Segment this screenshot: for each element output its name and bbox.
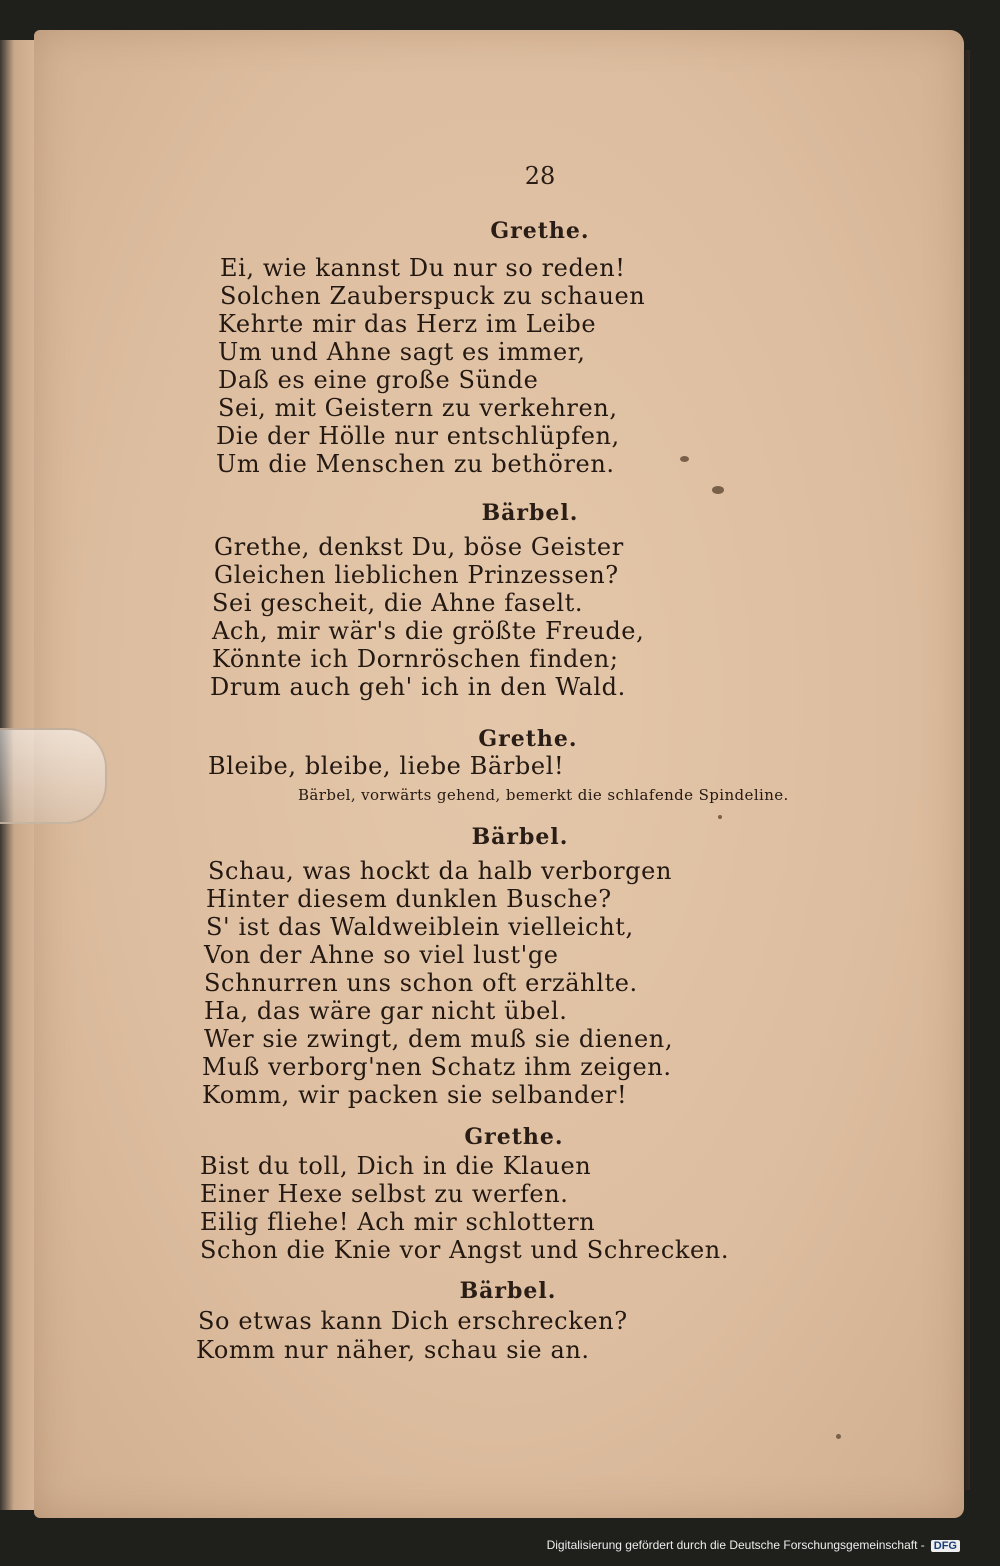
verse-line: Schau, was hockt da halb verborgen bbox=[208, 857, 673, 885]
speaker-name: Grethe. bbox=[490, 218, 590, 244]
verse-line: Drum auch geh' ich in den Wald. bbox=[210, 673, 626, 701]
verse-line: Sei, mit Geistern zu verkehren, bbox=[218, 394, 618, 422]
verse-line: Einer Hexe selbst zu werfen. bbox=[200, 1180, 569, 1208]
dfg-logo: DFG bbox=[931, 1540, 960, 1552]
verse-line: Ha, das wäre gar nicht übel. bbox=[204, 997, 568, 1025]
verse-line: So etwas kann Dich erschrecken? bbox=[198, 1307, 628, 1335]
verse-line: Daß es eine große Sünde bbox=[218, 366, 539, 394]
verse-line: Von der Ahne so viel lust'ge bbox=[204, 941, 559, 969]
page-number: 28 bbox=[524, 162, 556, 190]
verse-line: Komm nur näher, schau sie an. bbox=[196, 1336, 590, 1364]
verse-line: S' ist das Waldweiblein vielleicht, bbox=[206, 913, 634, 941]
verse-line: Hinter diesem dunklen Busche? bbox=[206, 885, 612, 913]
verse-line: Eilig fliehe! Ach mir schlottern bbox=[200, 1208, 596, 1236]
verse-line: Grethe, denkst Du, böse Geister bbox=[214, 533, 624, 561]
verse-line: Bleibe, bleibe, liebe Bärbel! bbox=[208, 752, 565, 780]
verse-line: Gleichen lieblichen Prinzessen? bbox=[214, 561, 619, 589]
verse-line: Schon die Knie vor Angst und Schrecken. bbox=[200, 1236, 730, 1264]
verse-line: Bist du toll, Dich in die Klauen bbox=[200, 1152, 592, 1180]
verse-line: Um die Menschen zu bethören. bbox=[216, 450, 615, 478]
verse-line: Schnurren uns schon oft erzählte. bbox=[204, 969, 638, 997]
verse-line: Muß verborg'nen Schatz ihm zeigen. bbox=[202, 1053, 672, 1081]
verse-line: Die der Hölle nur entschlüpfen, bbox=[216, 422, 620, 450]
verse-line: Ei, wie kannst Du nur so reden! bbox=[220, 254, 626, 282]
speaker-name: Bärbel. bbox=[481, 500, 579, 526]
speaker-name: Bärbel. bbox=[471, 824, 569, 850]
verse-line: Komm, wir packen sie selbander! bbox=[202, 1081, 628, 1109]
speaker-name: Grethe. bbox=[464, 1124, 564, 1150]
footer-text: Digitalisierung gefördert durch die Deutsche Forschungsgemeinschaft - bbox=[546, 1538, 925, 1552]
verse-line: Könnte ich Dornröschen finden; bbox=[212, 645, 619, 673]
verse-line: Solchen Zauberspuck zu schauen bbox=[220, 282, 646, 310]
speaker-name: Bärbel. bbox=[459, 1278, 557, 1304]
verse-line: Wer sie zwingt, dem muß sie dienen, bbox=[204, 1025, 674, 1053]
speaker-name: Grethe. bbox=[478, 726, 578, 752]
verse-line: Ach, mir wär's die größte Freude, bbox=[212, 617, 645, 645]
verse-line: Sei gescheit, die Ahne faselt. bbox=[212, 589, 584, 617]
verse-line: Kehrte mir das Herz im Leibe bbox=[218, 310, 597, 338]
stage-direction: Bärbel, vorwärts gehend, bemerkt die schlafende Spindeline. bbox=[298, 786, 789, 804]
digitization-credit bbox=[547, 1538, 960, 1556]
verse-line: Um und Ahne sagt es immer, bbox=[218, 338, 586, 366]
